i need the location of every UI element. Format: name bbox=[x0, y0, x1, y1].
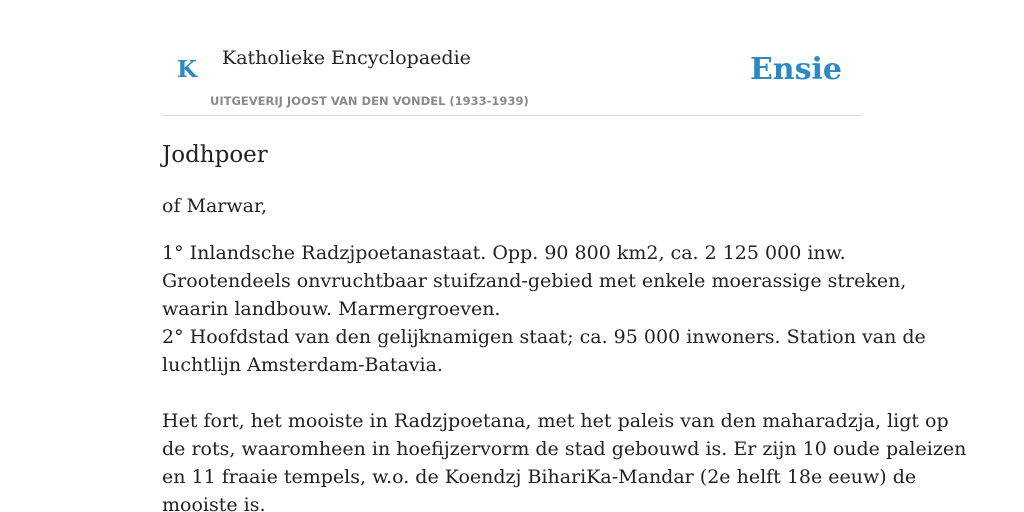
paragraph-gap bbox=[162, 379, 862, 407]
page bbox=[162, 0, 967, 512]
site-title-link[interactable]: Katholieke Encyclopaedie bbox=[222, 47, 471, 69]
ensie-brand-link[interactable]: Ensie bbox=[749, 52, 842, 87]
body-line: Grootendeels onvruchtbaar stuifzand-gebied met enkele moerassige streken, bbox=[162, 270, 907, 292]
entry-subtitle: of Marwar, bbox=[162, 195, 268, 217]
site-header bbox=[162, 0, 862, 116]
body-line: en 11 fraaie tempels, w.o. de Koendzj BihariKa-Mandar (2e helft 18e eeuw) de bbox=[162, 466, 917, 488]
body-line: waarin landbouw. Marmergroeven. bbox=[162, 298, 501, 320]
body-line: 2° Hoofdstad van den gelijknamigen staat; ca. 95 000 inwoners. Station van de bbox=[162, 326, 926, 348]
entry-title: Jodhpoer bbox=[162, 142, 268, 168]
publisher-label: UITGEVERIJ JOOST VAN DEN VONDEL (1933-1939) bbox=[210, 94, 529, 108]
body-line: luchtlijn Amsterdam-Batavia. bbox=[162, 354, 443, 376]
body-line: 1° Inlandsche Radzjpoetanastaat. Opp. 90 800 km2, ca. 2 125 000 inw. bbox=[162, 242, 846, 264]
entry-body bbox=[162, 239, 967, 512]
site-logo-icon[interactable]: K bbox=[177, 56, 197, 83]
body-line: Het fort, het mooiste in Radzjpoetana, met het paleis van den maharadzja, ligt op bbox=[162, 410, 949, 432]
body-line: mooiste is. bbox=[162, 494, 266, 512]
body-line: de rots, waaromheen in hoefijzervorm de stad gebouwd is. Er zijn 10 oude paleizen bbox=[162, 438, 967, 460]
